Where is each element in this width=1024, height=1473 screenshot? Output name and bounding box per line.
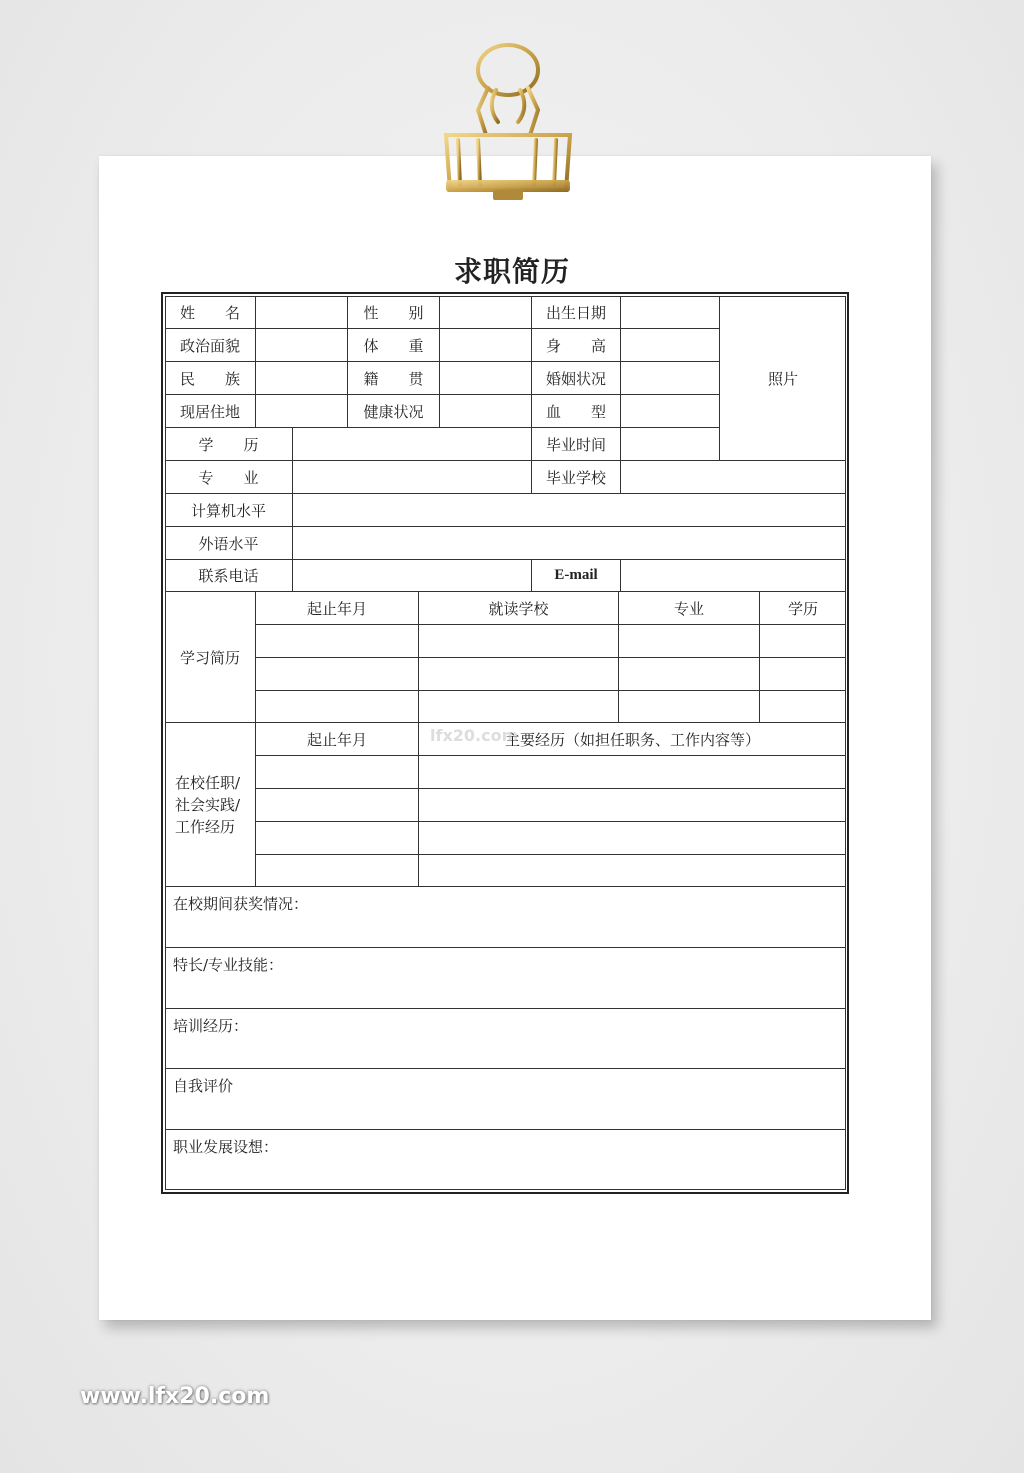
exp-row-4-content[interactable] <box>419 855 846 887</box>
study-row-3-school[interactable] <box>419 691 619 723</box>
field-birth-date[interactable] <box>621 296 720 329</box>
field-weight[interactable] <box>440 329 532 362</box>
field-education[interactable] <box>293 428 532 461</box>
study-row-1-major[interactable] <box>619 625 760 658</box>
field-ethnic[interactable] <box>256 362 348 395</box>
exp-row-2-content[interactable] <box>419 789 846 822</box>
label-experience <box>165 723 256 887</box>
study-row-2-period[interactable] <box>256 658 419 691</box>
study-row-3-degree[interactable] <box>760 691 846 723</box>
field-native-place[interactable] <box>440 362 532 395</box>
exp-row-3-content[interactable] <box>419 822 846 855</box>
field-gender[interactable] <box>440 296 532 329</box>
field-health[interactable] <box>440 395 532 428</box>
study-row-2-degree[interactable] <box>760 658 846 691</box>
study-row-2-major[interactable] <box>619 658 760 691</box>
field-computer[interactable] <box>293 494 846 527</box>
label-grad-school: 毕业学校 <box>532 461 621 494</box>
label-blood: 血 型 <box>532 395 621 428</box>
section-awards[interactable]: 在校期间获奖情况： <box>165 887 846 948</box>
header-study-period: 起止年月 <box>256 592 419 625</box>
label-phone: 联系电话 <box>165 560 293 592</box>
section-skills[interactable]: 特长/专业技能： <box>165 948 846 1009</box>
field-grad-time[interactable] <box>621 428 720 461</box>
label-email: E-mail <box>532 560 621 592</box>
header-exp-content: 主要经历（如担任职务、工作内容等） <box>419 723 846 756</box>
experience-label-line-3: 工作经历 <box>175 817 236 836</box>
label-major: 专 业 <box>165 461 293 494</box>
field-address[interactable] <box>256 395 348 428</box>
label-marital: 婚姻状况 <box>532 362 621 395</box>
document-title: 求职简历 <box>453 255 570 288</box>
label-birth-date: 出生日期 <box>532 296 621 329</box>
header-study-major: 专业 <box>619 592 760 625</box>
field-phone[interactable] <box>293 560 532 592</box>
field-major[interactable] <box>293 461 532 494</box>
center-watermark: lfx20.com <box>430 726 519 745</box>
field-grad-school[interactable] <box>621 461 846 494</box>
label-language: 外语水平 <box>165 527 293 560</box>
label-name: 姓 名 <box>165 296 256 329</box>
label-grad-time: 毕业时间 <box>532 428 621 461</box>
experience-label-line-1: 在校任职/ <box>175 773 241 792</box>
label-native-place: 籍 贯 <box>348 362 440 395</box>
field-height[interactable] <box>621 329 720 362</box>
header-exp-period: 起止年月 <box>256 723 419 756</box>
exp-row-4-period[interactable] <box>256 855 419 887</box>
label-height: 身 高 <box>532 329 621 362</box>
exp-row-1-period[interactable] <box>256 756 419 789</box>
label-education: 学 历 <box>165 428 293 461</box>
label-computer: 计算机水平 <box>165 494 293 527</box>
label-gender: 性 别 <box>348 296 440 329</box>
label-health: 健康状况 <box>348 395 440 428</box>
field-language[interactable] <box>293 527 846 560</box>
experience-label-line-2: 社会实践/ <box>175 795 241 814</box>
exp-row-3-period[interactable] <box>256 822 419 855</box>
binder-clip-icon <box>438 40 578 210</box>
label-study-history: 学习简历 <box>165 592 256 723</box>
exp-row-2-period[interactable] <box>256 789 419 822</box>
section-career-plan[interactable]: 职业发展设想： <box>173 1138 279 1156</box>
study-row-3-major[interactable] <box>619 691 760 723</box>
study-row-1-school[interactable] <box>419 625 619 658</box>
header-study-degree: 学历 <box>760 592 846 625</box>
section-self-evaluation[interactable]: 自我评价 <box>165 1069 846 1130</box>
field-marital[interactable] <box>621 362 720 395</box>
study-row-1-period[interactable] <box>256 625 419 658</box>
photo-box[interactable]: 照片 <box>720 296 846 461</box>
study-row-2-school[interactable] <box>419 658 619 691</box>
field-blood[interactable] <box>621 395 720 428</box>
exp-row-1-content[interactable] <box>419 756 846 789</box>
field-email[interactable] <box>621 560 846 592</box>
study-row-3-period[interactable] <box>256 691 419 723</box>
label-politics: 政治面貌 <box>165 329 256 362</box>
field-politics[interactable] <box>256 329 348 362</box>
section-training[interactable]: 培训经历： <box>165 1009 846 1069</box>
label-weight: 体 重 <box>348 329 440 362</box>
label-address: 现居住地 <box>165 395 256 428</box>
label-ethnic: 民 族 <box>165 362 256 395</box>
header-study-school: 就读学校 <box>419 592 619 625</box>
study-row-1-degree[interactable] <box>760 625 846 658</box>
field-name[interactable] <box>256 296 348 329</box>
footer-watermark: www.lfx20.com <box>80 1384 270 1409</box>
